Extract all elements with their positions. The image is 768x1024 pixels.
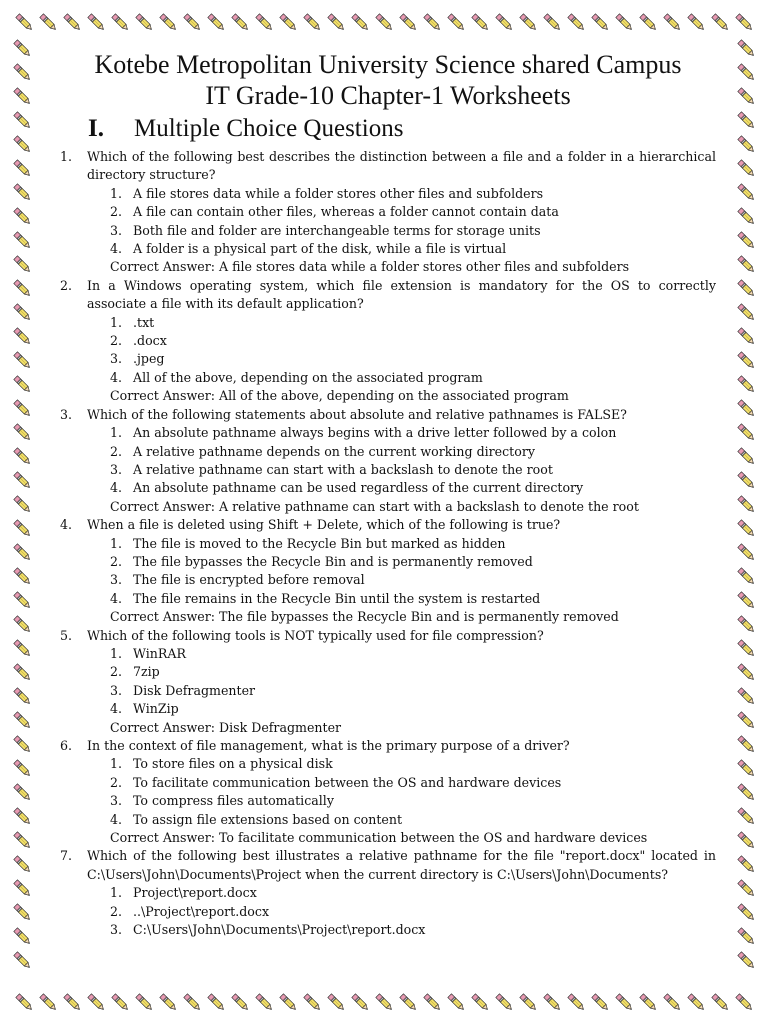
option-number: 2. [110,333,123,349]
pencil-icon [738,496,756,514]
option [110,443,716,461]
option [110,553,716,571]
pencil-icon [738,736,756,754]
option-text: 7zip [133,664,160,680]
pencil-icon [136,14,154,32]
correct-answer: Correct Answer: All of the above, depending on the associated program [110,388,569,404]
pencil-icon [738,760,756,778]
option-number: 1. [110,645,123,661]
option-number: 3. [110,793,123,809]
pencil-icon [14,136,32,154]
pencil-icon [16,994,34,1012]
pencil-icon [328,14,346,32]
pencil-icon [88,14,106,32]
pencil-icon [14,304,32,322]
pencil-icon [14,760,32,778]
pencil-icon [738,520,756,538]
pencil-icon [738,544,756,562]
pencil-icon [544,994,562,1012]
pencil-icon [14,592,32,610]
option [110,792,716,810]
pencil-icon [592,14,610,32]
option-list [60,755,716,829]
option-text: Both file and folder are interchangeable terms for storage units [133,222,541,238]
option-number: 3. [110,922,123,938]
option-number: 4. [110,590,123,606]
pencil-icon [496,14,514,32]
university-title: Kotebe Metropolitan University Science shared Campus [94,50,682,79]
option-text: Disk Defragmenter [133,682,256,698]
pencil-icon [14,400,32,418]
pencil-icon [738,376,756,394]
option-text: .docx [133,333,167,349]
pencil-icon [328,994,346,1012]
worksheet-title: IT Grade-10 Chapter-1 Worksheets [205,81,571,110]
pencil-icon [738,40,756,58]
pencil-icon [738,712,756,730]
section-title: Multiple Choice Questions [134,115,404,142]
pencil-icon [738,256,756,274]
pencil-icon [616,994,634,1012]
pencil-icon [738,328,756,346]
pencil-icon [738,184,756,202]
pencil-icon [280,14,298,32]
pencil-icon [738,808,756,826]
question-text: Which of the following best illustrates a relative pathname for the file "report.docx" located in C:\Users\John\Documents\Project when the current directory is C:\Users\John\Documents? [87,848,716,882]
pencil-icon [688,14,706,32]
worksheet-content [60,49,716,939]
option [110,682,716,700]
option-text: A folder is a physical part of the disk, while a file is virtual [133,241,507,257]
option-text: A relative pathname depends on the current working directory [133,443,535,459]
pencil-icon [736,994,754,1012]
option-number: 1. [110,314,123,330]
pencil-icon [738,880,756,898]
pencil-icon [664,14,682,32]
option [110,350,716,368]
pencil-icon [14,808,32,826]
pencil-icon [14,352,32,370]
pencil-icon [738,400,756,418]
pencil-icon [400,994,418,1012]
question-number: 2. [60,277,73,293]
pencil-icon [640,14,658,32]
option-text: C:\Users\John\Documents\Project\report.docx [133,922,426,938]
option-text: The file bypasses the Recycle Bin and is permanently removed [133,553,533,569]
option-text: To store files on a physical disk [133,756,333,772]
pencil-icon [136,994,154,1012]
option-number: 3. [110,351,123,367]
option [110,332,716,350]
pencil-icon [738,472,756,490]
question [60,516,716,626]
pencil-icon [376,994,394,1012]
pencil-icon [738,952,756,970]
pencil-icon [14,784,32,802]
option-text: To facilitate communication between the OS and hardware devices [133,774,562,790]
pencil-icon [376,14,394,32]
option [110,755,716,773]
option [110,921,716,939]
question-number: 7. [60,848,73,864]
pencil-icon [352,14,370,32]
pencil-icon [568,994,586,1012]
option [110,535,716,553]
pencil-icon [280,994,298,1012]
option-list [60,424,716,498]
option [110,590,716,608]
option-text: To assign file extensions based on content [133,811,403,827]
question [60,406,716,516]
pencil-icon [448,994,466,1012]
pencil-icon [738,64,756,82]
pencil-icon [424,994,442,1012]
pencil-icon [592,994,610,1012]
pencil-icon [184,994,202,1012]
pencil-icon [738,112,756,130]
pencil-icon [738,160,756,178]
pencil-icon [472,14,490,32]
option-list [60,645,716,719]
pencil-icon [14,664,32,682]
option [110,461,716,479]
option-number: 1. [110,425,123,441]
pencil-icon [14,736,32,754]
pencil-icon [448,14,466,32]
option-number: 1. [110,535,123,551]
option-number: 4. [110,701,123,717]
pencil-icon [64,994,82,1012]
pencil-icon [738,928,756,946]
pencil-icon [88,994,106,1012]
option-text: An absolute pathname can be used regardless of the current directory [133,480,584,496]
option-text: The file is moved to the Recycle Bin but marked as hidden [133,535,506,551]
pencil-icon [738,280,756,298]
option-text: The file remains in the Recycle Bin until the system is restarted [133,590,541,606]
pencil-icon [14,472,32,490]
pencil-icon [738,88,756,106]
pencil-icon [400,14,418,32]
pencil-icon [40,994,58,1012]
option-text: Project\report.docx [133,885,257,901]
pencil-icon [208,14,226,32]
pencil-icon [14,232,32,250]
pencil-icon [184,14,202,32]
pencil-icon [424,14,442,32]
option-list [60,314,716,388]
pencil-icon [14,328,32,346]
option-text: WinRAR [133,645,186,661]
question-number: 6. [60,738,73,753]
option-number: 3. [110,461,123,477]
pencil-icon [738,448,756,466]
pencil-icon [352,994,370,1012]
pencil-icon [64,14,82,32]
pencil-icon [738,208,756,226]
pencil-icon [544,14,562,32]
pencil-icon [738,856,756,874]
option [110,424,716,442]
question-text: Which of the following best describes the distinction between a file and a folder in a hierarchical directory structure? [87,149,716,183]
pencil-icon [640,994,658,1012]
question-number: 1. [60,149,73,164]
pencil-icon [14,208,32,226]
pencil-icon [304,14,322,32]
option-number: 1. [110,185,123,201]
pencil-icon [738,904,756,922]
option-list [60,884,716,939]
pencil-icon [232,994,250,1012]
pencil-icon [14,184,32,202]
pencil-icon [738,424,756,442]
option [110,903,716,921]
question-text: In a Windows operating system, which file extension is mandatory for the OS to correctly associate a file with its default application? [87,277,716,312]
pencil-icon [14,64,32,82]
pencil-icon [112,14,130,32]
option-number: 2. [110,774,123,790]
question-number: 5. [60,627,73,643]
section-heading [88,113,716,144]
pencil-icon [738,592,756,610]
pencil-icon [14,496,32,514]
question-text: Which of the following tools is NOT typically used for file compression? [87,627,544,643]
option-number: 3. [110,572,123,588]
question [60,627,716,737]
pencil-icon [160,14,178,32]
pencil-icon [14,376,32,394]
option [110,663,716,681]
question [60,148,716,277]
pencil-icon [14,688,32,706]
option [110,811,716,829]
pencil-icon [738,136,756,154]
option-list [60,185,716,259]
pencil-icon [14,928,32,946]
pencil-icon [738,664,756,682]
pencil-icon [14,832,32,850]
question-list [60,148,716,939]
option [110,222,716,240]
option-text: A file stores data while a folder stores other files and subfolders [133,185,544,201]
option-text: A relative pathname can start with a backslash to denote the root [133,461,553,477]
pencil-icon [736,14,754,32]
pencil-icon [40,14,58,32]
pencil-icon [14,256,32,274]
option [110,369,716,387]
option-text: A file can contain other files, whereas a folder cannot contain data [133,204,559,220]
option-number: 3. [110,682,123,698]
question-text: In the context of file management, what is the primary purpose of a driver? [87,738,570,753]
option-number: 2. [110,443,123,459]
pencil-icon [14,640,32,658]
pencil-icon [738,640,756,658]
pencil-icon [712,994,730,1012]
option-number: 1. [110,756,123,772]
pencil-icon [738,304,756,322]
pencil-icon [14,952,32,970]
pencil-icon [688,994,706,1012]
pencil-icon [232,14,250,32]
option-number: 4. [110,480,123,496]
pencil-icon [16,14,34,32]
pencil-icon [14,280,32,298]
pencil-icon [738,616,756,634]
option [110,185,716,203]
pencil-icon [14,520,32,538]
option-number: 3. [110,222,123,238]
option-list [60,535,716,609]
pencil-icon [14,904,32,922]
pencil-icon [738,688,756,706]
pencil-icon [14,568,32,586]
option-number: 2. [110,903,123,919]
option [110,314,716,332]
option-number: 4. [110,241,123,257]
option [110,571,716,589]
correct-answer: Correct Answer: Disk Defragmenter [110,719,342,735]
question-number: 4. [60,517,73,533]
option [110,884,716,902]
pencil-icon [256,14,274,32]
pencil-icon [472,994,490,1012]
pencil-icon [616,14,634,32]
option-number: 2. [110,553,123,569]
option-text: The file is encrypted before removal [133,572,365,588]
question [60,847,716,939]
pencil-icon [14,88,32,106]
option-number: 2. [110,204,123,220]
option-text: All of the above, depending on the associated program [133,369,483,385]
pencil-icon [14,424,32,442]
pencil-icon [712,14,730,32]
pencil-icon [112,994,130,1012]
pencil-icon [14,712,32,730]
pencil-icon [14,40,32,58]
option-number: 4. [110,369,123,385]
pencil-icon [738,832,756,850]
pencil-icon [568,14,586,32]
pencil-icon [256,994,274,1012]
pencil-icon [160,994,178,1012]
option-text: .txt [133,314,155,330]
option [110,700,716,718]
correct-answer: Correct Answer: To facilitate communication between the OS and hardware devices [110,830,648,846]
pencil-icon [304,994,322,1012]
option-text: ..\Project\report.docx [133,903,270,919]
pencil-icon [520,14,538,32]
option [110,240,716,258]
question-text: Which of the following statements about absolute and relative pathnames is FALSE? [87,406,627,422]
pencil-icon [14,544,32,562]
question [60,277,716,406]
option-number: 2. [110,664,123,680]
option-text: An absolute pathname always begins with a drive letter followed by a colon [133,425,617,441]
section-number: I. [88,115,104,142]
correct-answer: Correct Answer: A file stores data while a folder stores other files and subfolders [110,259,630,275]
correct-answer: Correct Answer: The file bypasses the Recycle Bin and is permanently removed [110,609,619,625]
pencil-icon [738,568,756,586]
pencil-icon [208,994,226,1012]
option [110,479,716,497]
option-number: 1. [110,885,123,901]
option [110,645,716,663]
option-number: 4. [110,811,123,827]
question-text: When a file is deleted using Shift + Delete, which of the following is true? [87,517,561,533]
pencil-icon [14,616,32,634]
correct-answer: Correct Answer: A relative pathname can start with a backslash to denote the root [110,498,639,514]
pencil-icon [14,880,32,898]
option [110,203,716,221]
pencil-icon [738,352,756,370]
option-text: WinZip [133,701,179,717]
question-number: 3. [60,406,73,422]
pencil-icon [664,994,682,1012]
pencil-icon [14,160,32,178]
pencil-icon [14,448,32,466]
question [60,737,716,847]
pencil-icon [496,994,514,1012]
pencil-icon [520,994,538,1012]
pencil-icon [14,112,32,130]
pencil-icon [14,856,32,874]
pencil-icon [738,232,756,250]
option-text: .jpeg [133,351,165,367]
pencil-icon [738,784,756,802]
option-text: To compress files automatically [133,793,334,809]
option [110,774,716,792]
